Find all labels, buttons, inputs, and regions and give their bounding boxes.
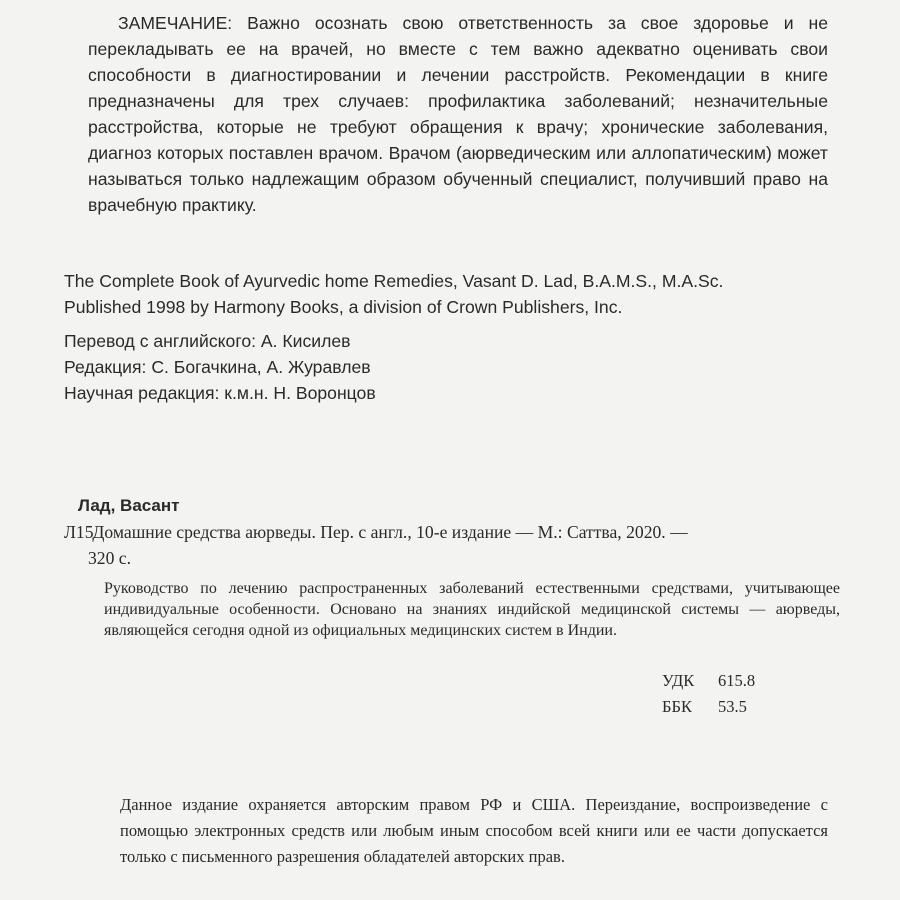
original-publisher-line: Published 1998 by Harmony Books, a division of Crown Publishers, Inc. [64, 297, 623, 317]
science-editing-credit: Научная редакция: к.м.н. Н. Воронцов [64, 383, 376, 403]
catalog-author: Лад, Васант [78, 496, 180, 515]
editing-credit: Редакция: С. Богачкина, А. Журавлев [64, 357, 371, 377]
translation-credit: Перевод с английского: А. Кисилев [64, 331, 351, 351]
catalog-title-line: Домашние средства аюрведы. Пер. с англ., 10-е издание — М.: Саттва, 2020. — [92, 522, 688, 542]
bbk-label: ББК [662, 697, 692, 716]
catalog-code: Л15 [64, 522, 94, 542]
original-title-line: The Complete Book of Ayurvedic home Remedies, Vasant D. Lad, B.A.M.S., M.A.Sc. [64, 271, 724, 291]
catalog-entry [64, 519, 844, 571]
udk-value: 615.8 [718, 671, 756, 690]
original-edition-info [64, 268, 844, 320]
catalog-pages: 320 с. [88, 548, 131, 568]
disclaimer-note: ЗАМЕЧАНИЕ: Важно осознать свою ответственность за свое здоровье и не перекладывать ее на врачей, но вместе с тем важно адекватно оценивать свои способности в диагностировании и лечении расстройств. Рекомендации в книге предназначены для трех случаев: профилактика заболеваний; незначительные расстройства, которые не требуют обращения к врачу; хронические заболевания, диагноз которых поставлен врачом. Врачом (аюрведическим или аллопатическим) может называться только надлежащим образом обученный специалист, получивший право на врачебную практику. [88, 13, 828, 215]
udk-label: УДК [662, 671, 695, 690]
bbk-value: 53.5 [718, 697, 747, 716]
copyright-notice: Данное издание охраняется авторским правом РФ и США. Переиздание, воспроизведение с помощью электронных средств или любым иным способом всей книги или ее части допускается только с письменного разрешения обладателей авторских прав. [120, 795, 828, 866]
credits-block [64, 328, 664, 406]
catalog-annotation: Руководство по лечению распространенных заболеваний естественными средствами, учитывающее индивидуальные особенности. Основано на знаниях индийской медицинской системы — аюрведы, являющейся сегодня одной из официальных медицинских систем в Индии. [104, 580, 840, 639]
classification-codes [662, 668, 755, 720]
